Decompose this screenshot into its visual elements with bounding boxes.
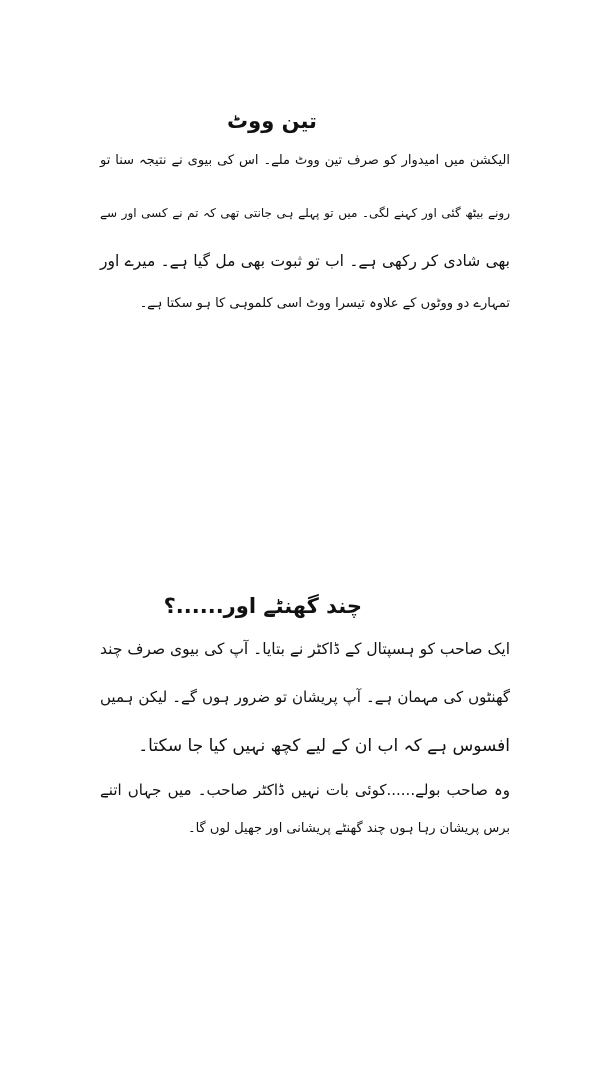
- paragraph-line: گھنٹوں کی مہمان ہے۔ آپ پریشان تو ضرور ہوں گے۔ لیکن ہمیں: [100, 688, 510, 706]
- paragraph-line: ایک صاحب کو ہسپتال کے ڈاکٹر نے بتایا۔ آپ کی بیوی صرف چند: [100, 640, 510, 658]
- section-title: چند گھنٹے اور......؟: [163, 594, 362, 618]
- paragraph-line: رونے بیٹھ گئی اور کہنے لگی۔ میں تو پہلے ہی جانتی تھی کہ تم نے کسی اور سے: [100, 206, 510, 220]
- section-title: تین ووٹ: [227, 109, 317, 133]
- paragraph-line: بھی شادی کر رکھی ہے۔ اب تو ثبوت بھی مل گیا ہے۔ میرے اور: [100, 252, 510, 270]
- paragraph-line: افسوس ہے کہ اب ان کے لیے کچھ نہیں کیا جا سکتا۔: [138, 736, 510, 756]
- paragraph-line: تمہارے دو ووٹوں کے علاوہ تیسرا ووٹ اسی کلموہی کا ہو سکتا ہے۔: [139, 296, 510, 311]
- paragraph-line: برس پریشان رہا ہوں چند گھنٹے پریشانی اور جھیل لوں گا۔: [187, 821, 510, 836]
- section-body: [100, 148, 510, 318]
- paragraph-line: وہ صاحب بولے......کوئی بات نہیں ڈاکٹر صاحب۔ میں جہاں اتنے: [100, 781, 510, 799]
- section-body: [100, 636, 510, 856]
- paragraph-line: الیکشن میں امیدوار کو صرف تین ووٹ ملے۔ اس کی بیوی نے نتیجہ سنا تو: [100, 153, 510, 168]
